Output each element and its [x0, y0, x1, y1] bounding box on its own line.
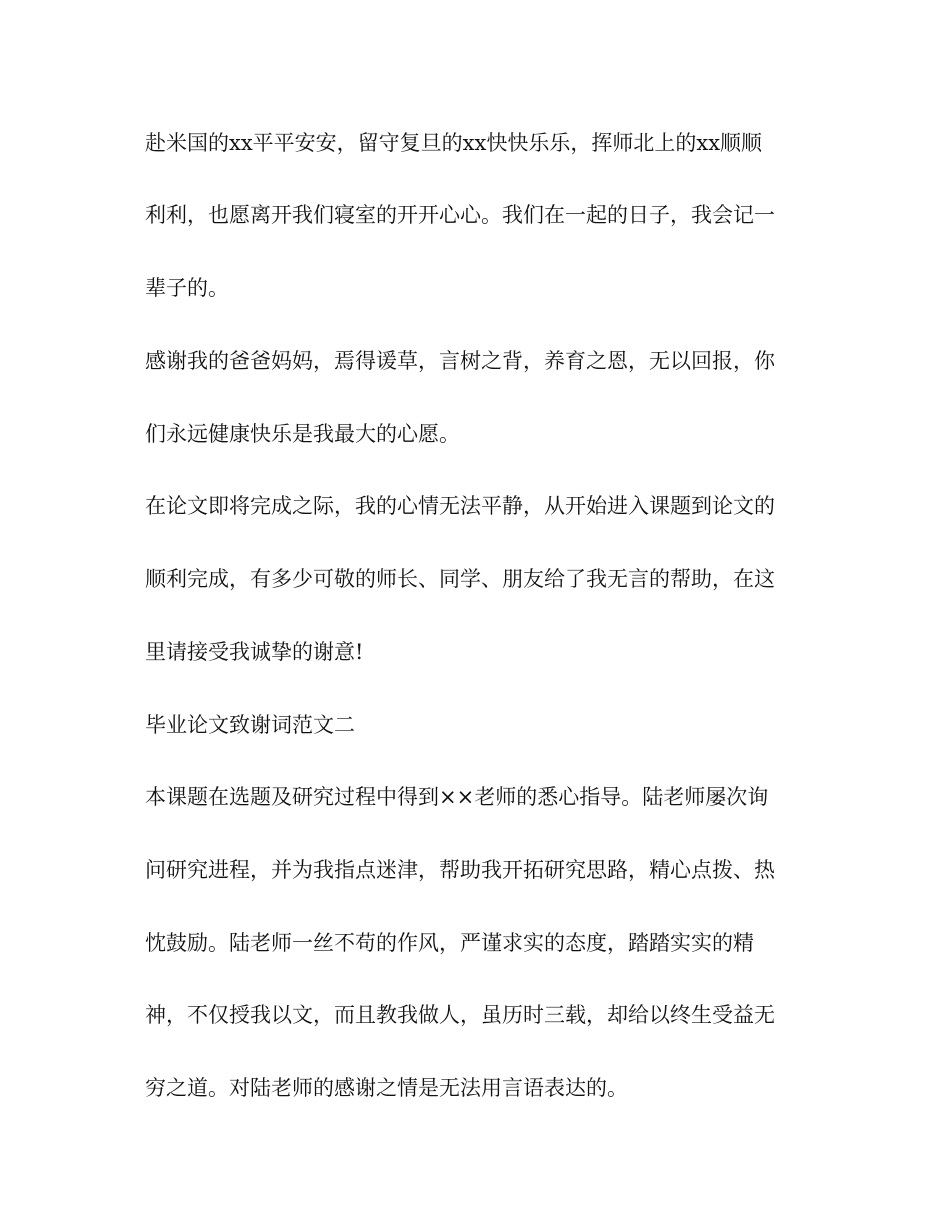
- text-line: 利利，也愿离开我们寝室的开开心心。我们在一起的日子，我会记一: [145, 203, 775, 227]
- section-heading: 毕业论文致谢词范文二: [145, 713, 355, 737]
- text-line: 忱鼓励。陆老师一丝不苟的作风，严谨求实的态度，踏踏实实的精: [145, 931, 754, 955]
- text-line: 本课题在选题及研究过程中得到××老师的悉心指导。陆老师屡次询: [145, 785, 769, 809]
- text-line: 里请接受我诚挚的谢意!: [145, 640, 364, 664]
- text-line: 在论文即将完成之际，我的心情无法平静，从开始进入课题到论文的: [145, 494, 775, 518]
- text-line: 感谢我的爸爸妈妈，焉得谖草，言树之背，养育之恩，无以回报，你: [145, 349, 775, 373]
- text-line: 神，不仅授我以文，而且教我做人，虽历时三载，却给以终生受益无: [145, 1003, 775, 1027]
- text-line: 们永远健康快乐是我最大的心愿。: [145, 422, 460, 446]
- text-line: 穷之道。对陆老师的感谢之情是无法用言语表达的。: [145, 1076, 628, 1100]
- text-line: 顺利完成，有多少可敬的师长、同学、朋友给了我无言的帮助，在这: [145, 567, 775, 591]
- text-line: 辈子的。: [145, 276, 229, 300]
- text-line: 问研究进程，并为我指点迷津，帮助我开拓研究思路，精心点拨、热: [145, 858, 775, 882]
- text-line: 赴米国的xx平平安安，留守复旦的xx快快乐乐，挥师北上的xx顺顺: [145, 131, 763, 155]
